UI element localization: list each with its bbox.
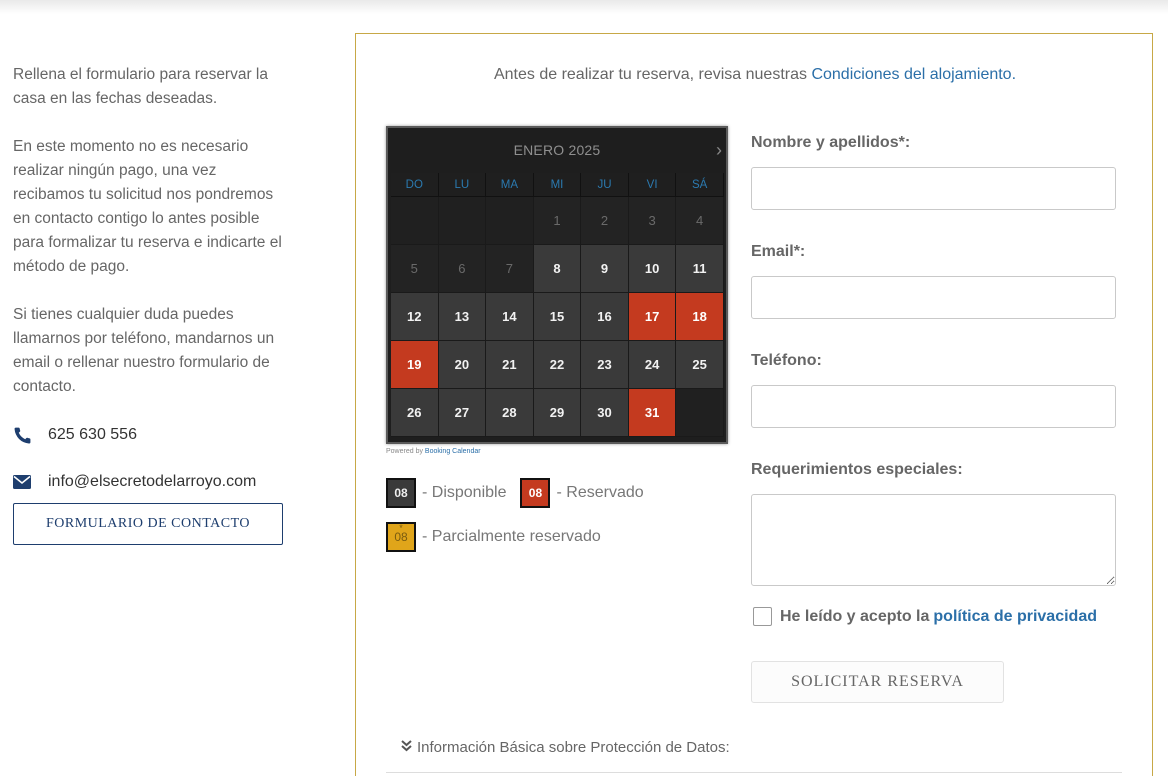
calendar-week-row (391, 245, 724, 293)
booking-panel (355, 33, 1153, 776)
calendar-empty-cell (391, 197, 439, 245)
special-requirements-textarea[interactable] (751, 494, 1116, 586)
calendar-day-avail[interactable]: 10 (629, 245, 677, 293)
calendar-day-past: 1 (534, 197, 582, 245)
weekday-label: VI (629, 173, 677, 197)
phone-label: Teléfono: (751, 352, 822, 369)
partial-label: - Parcialmente reservado (422, 528, 601, 545)
calendar-day-avail[interactable]: 22 (534, 341, 582, 389)
calendar-week-row (391, 197, 724, 245)
calendar-day-avail[interactable]: 11 (676, 245, 724, 293)
calendar-day-avail[interactable]: 26 (391, 389, 439, 437)
legend-row (386, 478, 658, 508)
privacy-text: He leído y acepto la (780, 607, 930, 625)
partial-swatch: * 08 (386, 522, 416, 552)
submit-booking-button[interactable]: SOLICITAR RESERVA (751, 661, 1004, 703)
data-protection-label: Información Básica sobre Protección de Datos: (417, 739, 730, 756)
calendar-day-avail[interactable]: 15 (534, 293, 582, 341)
name-label: Nombre y apellidos*: (751, 134, 911, 151)
calendar-header (388, 128, 726, 172)
calendar-day-booked: 31 (629, 389, 677, 437)
calendar-day-booked: 18 (676, 293, 724, 341)
phone-icon (13, 425, 35, 445)
intro-paragraph: Rellena el formulario para reservar la casa en las fechas deseadas. (13, 66, 269, 107)
calendar-day-avail[interactable]: 27 (439, 389, 487, 437)
calendar-day-past: 2 (581, 197, 629, 245)
calendar-day-avail[interactable]: 8 (534, 245, 582, 293)
notice-text: Antes de realizar tu reserva, revisa nuestras (493, 66, 812, 83)
calendar-month-title: ENERO 2025 (513, 142, 601, 158)
available-swatch: 08 (386, 478, 416, 508)
weekday-label: MI (534, 173, 582, 197)
calendar-week-row (391, 341, 724, 389)
divider (386, 772, 1122, 773)
double-chevron-down-icon (401, 740, 412, 755)
calendar-day-avail[interactable]: 13 (439, 293, 487, 341)
conditions-link[interactable]: Condiciones del alojamiento. (811, 66, 1017, 83)
calendar-day-past: 6 (439, 245, 487, 293)
booking-calendar-link[interactable]: Booking Calendar (424, 448, 481, 455)
calendar-day-past: 4 (676, 197, 724, 245)
calendar-day-avail[interactable]: 25 (676, 341, 724, 389)
booking-form (751, 134, 1116, 586)
weekday-label: SÁ (676, 173, 724, 197)
calendar-day-avail[interactable]: 16 (581, 293, 629, 341)
calendar-grid (391, 173, 724, 437)
special-requirements-label: Requerimientos especiales: (751, 461, 963, 478)
phone-input[interactable] (751, 385, 1116, 428)
calendar-day-avail[interactable]: 14 (486, 293, 534, 341)
calendar-day-avail[interactable]: 30 (581, 389, 629, 437)
calendar-day-avail[interactable]: 21 (486, 341, 534, 389)
calendar-weeks (391, 197, 724, 437)
weekday-header-row (391, 173, 724, 197)
calendar-day-past: 5 (391, 245, 439, 293)
calendar-day-avail[interactable]: 20 (439, 341, 487, 389)
email-row[interactable] (13, 470, 288, 494)
calendar-day-past: 3 (629, 197, 677, 245)
weekday-label: LU (439, 173, 487, 197)
calendar-day-avail[interactable]: 28 (486, 389, 534, 437)
calendar-legend (386, 478, 658, 566)
calendar-day-booked: 17 (629, 293, 677, 341)
legend-row (386, 522, 658, 552)
contact-paragraph: Si tienes cualquier duda puedes llamarnos por teléfono, mandarnos un email o rellenar nuestro formulario de contacto. (13, 306, 275, 395)
name-input[interactable] (751, 167, 1116, 210)
next-month-icon[interactable]: › (716, 140, 722, 160)
calendar-empty-cell (486, 197, 534, 245)
calendar-day-avail[interactable]: 23 (581, 341, 629, 389)
payment-paragraph: En este momento no es necesario realizar ningún pago, una vez recibamos tu solicitud nos pondremos en contacto contigo lo antes posible para formalizar tu reserva e indicarte el método de pago. (13, 138, 282, 275)
weekday-label: DO (391, 173, 439, 197)
contact-form-button[interactable]: FORMULARIO DE CONTACTO (13, 503, 283, 545)
calendar-week-row (391, 293, 724, 341)
calendar-empty-cell (439, 197, 487, 245)
calendar-week-row (391, 389, 724, 437)
privacy-policy-link[interactable]: política de privacidad (933, 607, 1097, 625)
info-column (13, 63, 288, 545)
envelope-icon (13, 472, 35, 492)
conditions-notice (356, 66, 1154, 84)
powered-by-text: Powered by (386, 448, 425, 455)
booked-label: - Reservado (556, 484, 644, 501)
calendar-day-past: 7 (486, 245, 534, 293)
available-label: - Disponible (422, 484, 507, 501)
weekday-label: JU (581, 173, 629, 197)
phone-number: 625 630 556 (48, 426, 137, 443)
booking-calendar (386, 126, 728, 444)
calendar-day-booked: 19 (391, 341, 439, 389)
powered-by (386, 448, 481, 455)
privacy-consent (753, 607, 1097, 626)
email-input[interactable] (751, 276, 1116, 319)
calendar-day-avail[interactable]: 12 (391, 293, 439, 341)
data-protection-toggle[interactable] (401, 739, 730, 756)
email-address: info@elsecretodelarroyo.com (48, 473, 257, 490)
calendar-empty-cell (676, 389, 724, 437)
calendar-day-avail[interactable]: 29 (534, 389, 582, 437)
top-shadow (0, 0, 1168, 14)
privacy-checkbox[interactable] (753, 607, 772, 626)
email-label: Email*: (751, 243, 806, 260)
calendar-day-avail[interactable]: 9 (581, 245, 629, 293)
weekday-label: MA (486, 173, 534, 197)
phone-row[interactable] (13, 423, 288, 447)
booked-swatch: 08 (520, 478, 550, 508)
calendar-day-avail[interactable]: 24 (629, 341, 677, 389)
